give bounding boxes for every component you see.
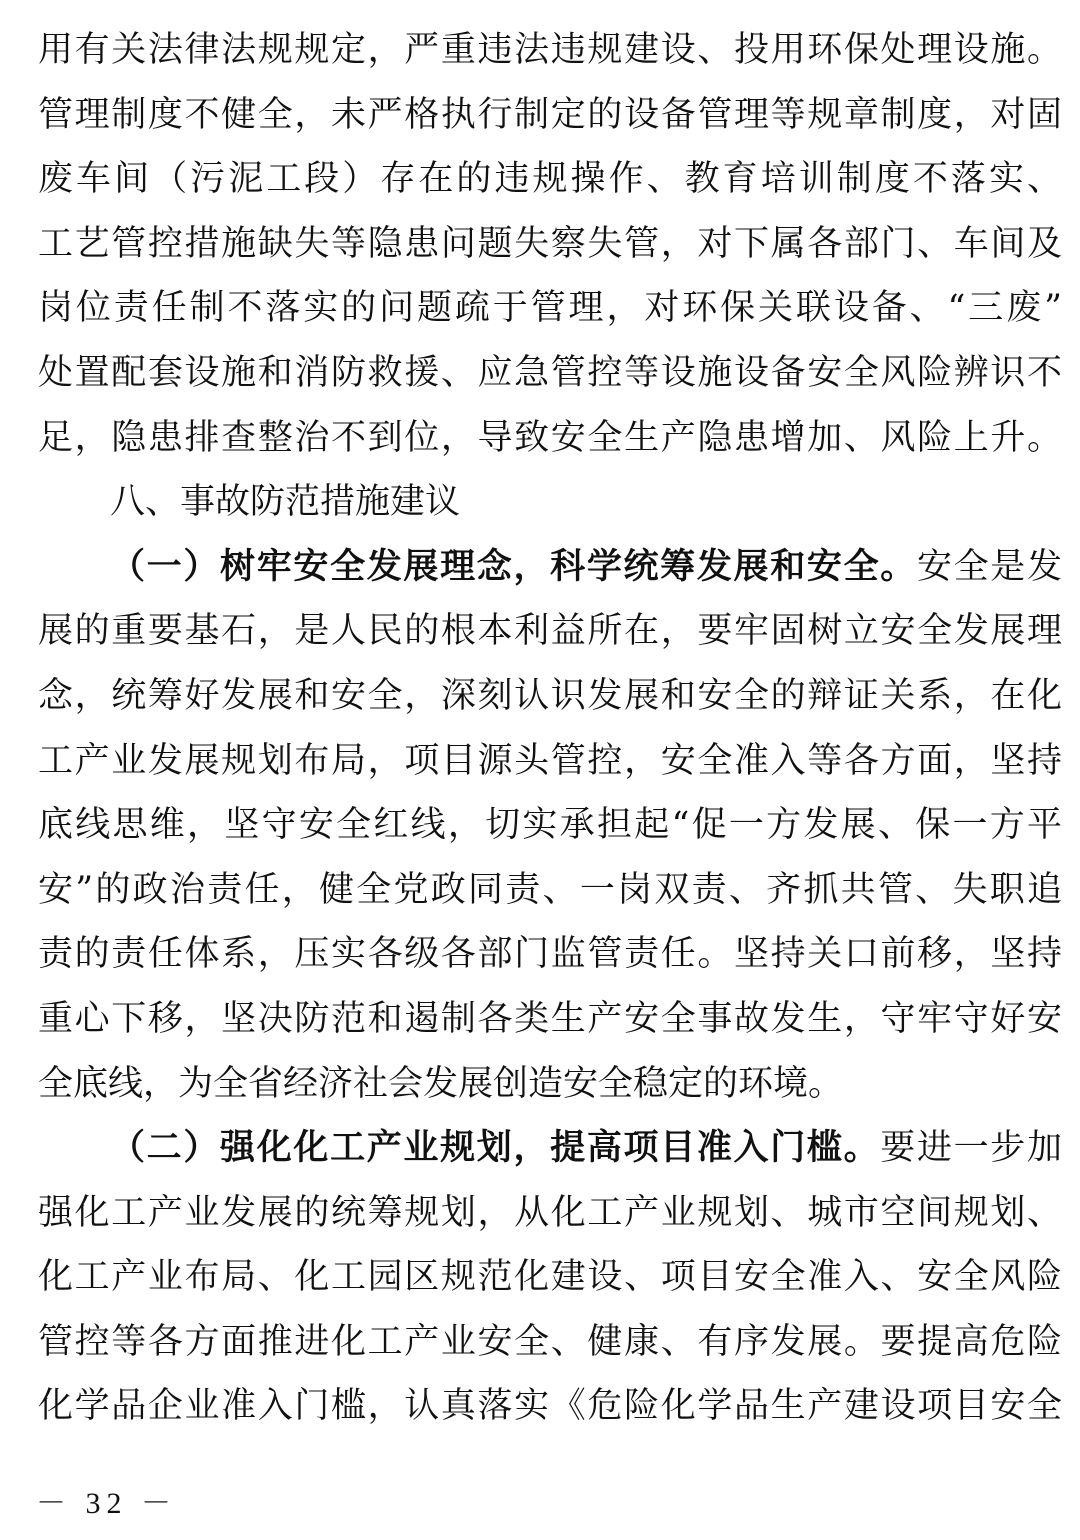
- document-body: [38, 18, 1062, 1439]
- paragraph-line: 强化工产业发展的统筹规划，从化工产业规划、城市空间规划、: [38, 1192, 1062, 1233]
- page-number: － 32 －: [36, 1487, 177, 1520]
- section-heading: 八、事故防范措施建议: [110, 482, 461, 523]
- paragraph-line: 责的责任体系，压实各级各部门监管责任。坚持关口前移，坚持: [38, 934, 1062, 975]
- paragraph-line: 念，统筹好发展和安全，深刻认识发展和安全的辩证关系，在化: [38, 675, 1062, 716]
- paragraph-line: 重心下移，坚决防范和遏制各类生产安全事故发生，守牢守好安: [38, 998, 1062, 1039]
- measure-1-title: （一）树牢安全发展理念，科学统筹发展和安全。: [110, 545, 917, 587]
- measure-1-first-line: [38, 535, 1062, 600]
- paragraph-line: 足，隐患排查整治不到位，导致安全生产隐患增加、风险上升。: [38, 417, 1062, 458]
- paragraph-line: 工产业发展规划布局，项目源头管控，安全准入等各方面，坚持: [38, 740, 1062, 781]
- measure-2-first-line: [38, 1116, 1062, 1181]
- paragraph-line: 化学品企业准入门槛，认真落实《危险化学品生产建设项目安全: [38, 1386, 1062, 1427]
- paragraph-line: 工艺管控措施缺失等隐患问题失察失管，对下属各部门、车间及: [38, 223, 1062, 264]
- paragraph-line: 化工产业布局、化工园区规范化建设、项目安全准入、安全风险: [38, 1257, 1062, 1298]
- paragraph-line: 处置配套设施和消防救援、应急管控等设施设备安全风险辨识不: [38, 352, 1062, 393]
- paragraph-line: 底线思维，坚守安全红线，切实承担起“促一方发展、保一方平: [38, 805, 1062, 846]
- paragraph-line: 全底线，为全省经济社会发展创造安全稳定的环境。: [38, 1063, 844, 1104]
- paragraph-line: 管控等各方面推进化工产业安全、健康、有序发展。要提高危险: [38, 1321, 1062, 1362]
- paragraph-line: 管理制度不健全，未严格执行制定的设备管理等规章制度，对固: [38, 94, 1062, 135]
- paragraph-line: 安”的政治责任，健全党政同责、一岗双责、齐抓共管、失职追: [38, 869, 1062, 910]
- paragraph-line: 展的重要基石，是人民的根本利益所在，要牢固树立安全发展理: [38, 611, 1062, 652]
- measure-2-title: （二）强化化工产业规划，提高项目准入门槛。: [110, 1127, 881, 1169]
- paragraph-line: 岗位责任制不落实的问题疏于管理，对环保关联设备、“三废”: [38, 288, 1062, 329]
- paragraph-line: 废车间（污泥工段）存在的违规操作、教育培训制度不落实、: [38, 159, 1062, 200]
- measure-2-first-line-text: 要进一步加: [880, 1128, 1062, 1169]
- paragraph-line: 用有关法律法规规定，严重违法违规建设、投用环保处理设施。: [38, 30, 1062, 70]
- measure-1-first-line-text: 安全是发: [916, 546, 1062, 587]
